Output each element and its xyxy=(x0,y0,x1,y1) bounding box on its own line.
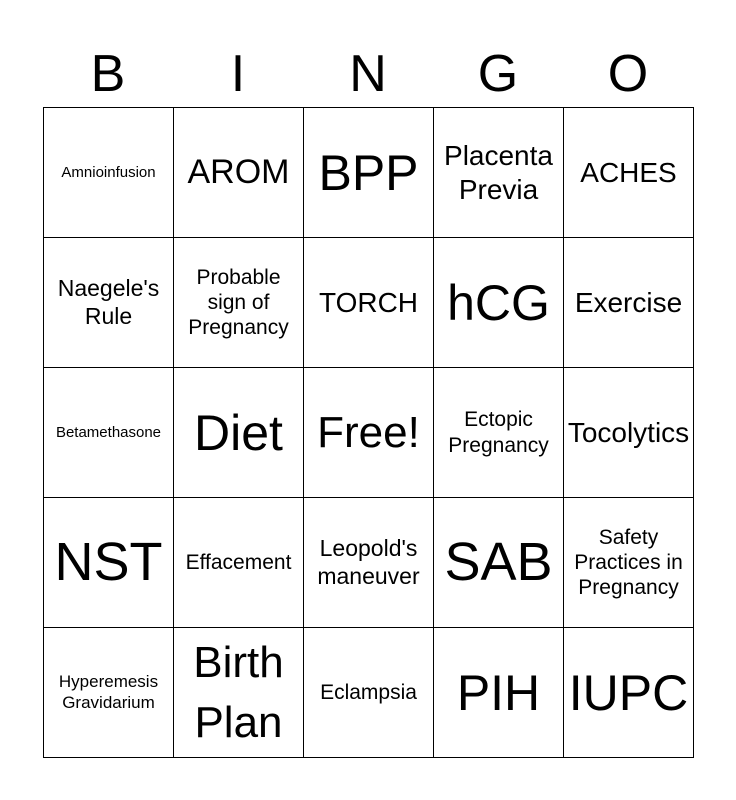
bingo-cell[interactable]: Hyperemesis Gravidarium xyxy=(44,628,174,758)
header-letter-i: I xyxy=(230,45,246,103)
bingo-board xyxy=(43,107,694,758)
header-letter-o: O xyxy=(607,45,649,103)
bingo-cell[interactable]: hCG xyxy=(434,238,564,368)
bingo-cell[interactable]: Exercise xyxy=(564,238,694,368)
bingo-header xyxy=(43,40,693,108)
bingo-cell[interactable]: Eclampsia xyxy=(304,628,434,758)
bingo-cell[interactable]: Placenta Previa xyxy=(434,108,564,238)
header-letter-n: N xyxy=(349,45,387,103)
bingo-cell[interactable]: Naegele's Rule xyxy=(44,238,174,368)
bingo-cell[interactable]: PIH xyxy=(434,628,564,758)
header-letter-g: G xyxy=(477,45,519,103)
bingo-cell[interactable]: Probable sign of Pregnancy xyxy=(174,238,304,368)
free-cell[interactable]: Free! xyxy=(304,368,434,498)
bingo-cell[interactable]: TORCH xyxy=(304,238,434,368)
bingo-cell[interactable]: Safety Practices in Pregnancy xyxy=(564,498,694,628)
header-letter-b: B xyxy=(90,45,126,103)
bingo-cell[interactable]: AROM xyxy=(174,108,304,238)
bingo-cell[interactable]: NST xyxy=(44,498,174,628)
bingo-cell[interactable]: Amnioinfusion xyxy=(44,108,174,238)
bingo-cell[interactable]: Diet xyxy=(174,368,304,498)
bingo-cell[interactable]: SAB xyxy=(434,498,564,628)
bingo-cell[interactable]: ACHES xyxy=(564,108,694,238)
bingo-cell[interactable]: Betamethasone xyxy=(44,368,174,498)
bingo-cell[interactable]: Ectopic Pregnancy xyxy=(434,368,564,498)
bingo-cell[interactable]: BPP xyxy=(304,108,434,238)
bingo-cell[interactable]: Birth Plan xyxy=(174,628,304,758)
bingo-cell[interactable]: Tocolytics xyxy=(564,368,694,498)
bingo-cell[interactable]: Effacement xyxy=(174,498,304,628)
bingo-cell[interactable]: IUPC xyxy=(564,628,694,758)
bingo-cell[interactable]: Leopold's maneuver xyxy=(304,498,434,628)
